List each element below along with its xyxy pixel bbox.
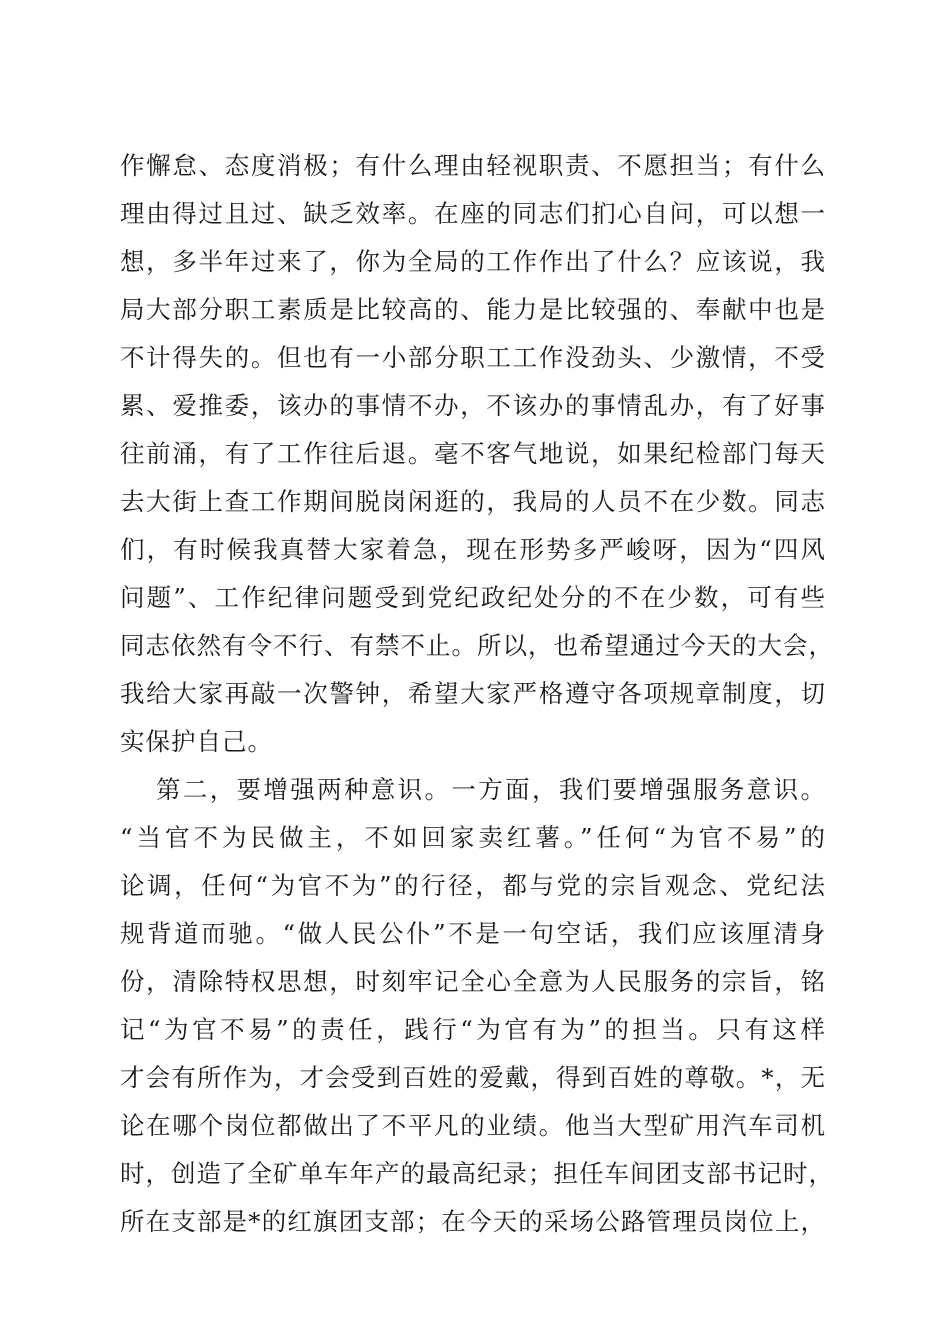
text-line: 局大部分职工素质是比较高的、能力是比较强的、奉献中也是 bbox=[120, 295, 826, 324]
text-line: 实保护自己。 bbox=[120, 727, 273, 756]
text-line: 记“为官不易”的责任，践行“为官有为”的担当。只有这样 bbox=[120, 1015, 826, 1044]
text-line: 才会有所作为，才会受到百姓的爱戴，得到百姓的尊敬。*，无 bbox=[120, 1063, 826, 1092]
text-line: 份，清除特权思想，时刻牢记全心全意为人民服务的宗旨，铭 bbox=[120, 967, 826, 996]
text-line: 累、爱推委，该办的事情不办，不该办的事情乱办，有了好事 bbox=[120, 391, 826, 420]
text-line: 同志依然有令不行、有禁不止。所以，也希望通过今天的大会， bbox=[120, 631, 834, 660]
text-line: 问题”、工作纪律问题受到党纪政纪处分的不在少数，可有些 bbox=[120, 583, 826, 612]
text-line: 第二，要增强两种意识。一方面，我们要增强服务意识。 bbox=[156, 775, 826, 804]
text-line: 理由得过且过、缺乏效率。在座的同志们扪心自问，可以想一 bbox=[120, 199, 826, 228]
text-line: 论调，任何“为官不为”的行径，都与党的宗旨观念、党纪法 bbox=[120, 871, 826, 900]
text-line: 时，创造了全矿单车年产的最高纪录；担任车间团支部书记时， bbox=[120, 1159, 834, 1188]
text-line: 想，多半年过来了，你为全局的工作作出了什么？应该说，我 bbox=[120, 247, 826, 276]
text-line: 们，有时候我真替大家着急，现在形势多严峻呀，因为“四风 bbox=[120, 535, 826, 564]
text-line: 不计得失的。但也有一小部分职工工作没劲头、少激情，不受 bbox=[120, 343, 826, 372]
text-line: 论在哪个岗位都做出了不平凡的业绩。他当大型矿用汽车司机 bbox=[120, 1111, 826, 1140]
text-line: 作懈怠、态度消极；有什么理由轻视职责、不愿担当；有什么 bbox=[120, 151, 826, 180]
text-line: 往前涌，有了工作往后退。毫不客气地说，如果纪检部门每天 bbox=[120, 439, 826, 468]
text-line: 所在支部是*的红旗团支部；在今天的采场公路管理员岗位上， bbox=[120, 1207, 826, 1236]
text-line: 去大街上查工作期间脱岗闲逛的，我局的人员不在少数。同志 bbox=[120, 487, 826, 516]
text-line: “当官不为民做主，不如回家卖红薯。”任何“为官不易”的 bbox=[120, 823, 826, 852]
text-line: 我给大家再敲一次警钟，希望大家严格遵守各项规章制度，切 bbox=[120, 679, 826, 708]
text-line: 规背道而驰。“做人民公仆”不是一句空话，我们应该厘清身 bbox=[120, 919, 826, 948]
